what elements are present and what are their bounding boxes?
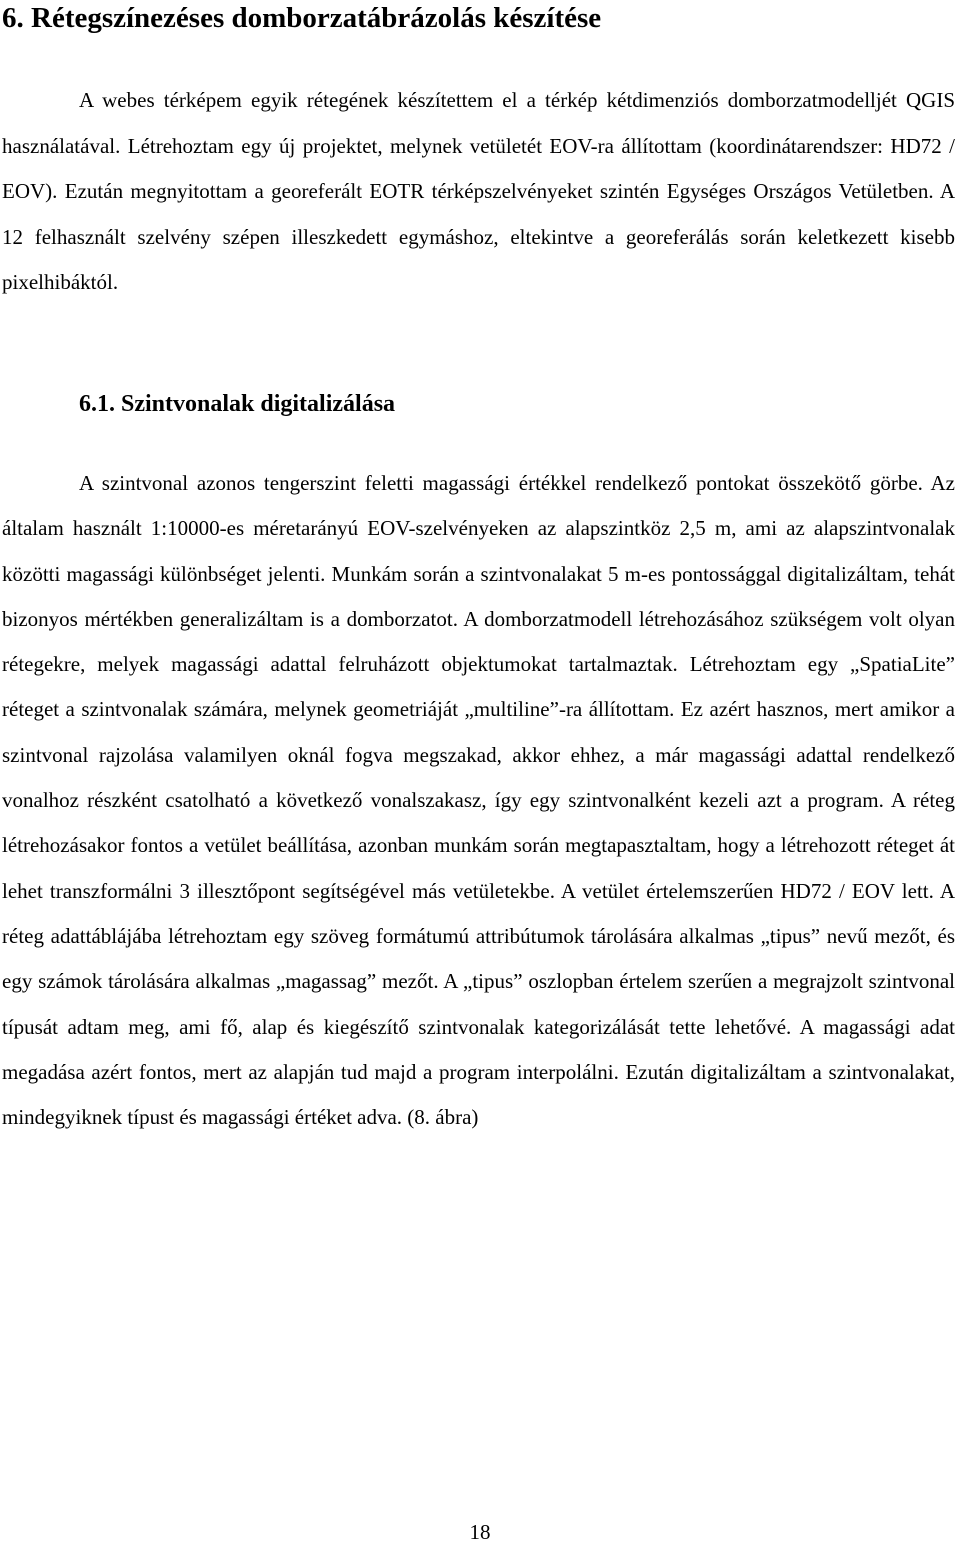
section-heading: 6. Rétegszínezéses domborzatábrázolás készítése: [2, 2, 602, 34]
body-paragraph: A szintvonal azonos tengerszint feletti magassági értékkel rendelkező pontokat összekötő görbe. Az általam használt 1:10000-es méretarányú EOV-szelvényeken az alapszintköz 2,5 m, ami az alapszintvonalak közötti magassági különbséget jelenti. Munkám során a szintvonalakat 5 m-es pontossággal digitalizáltam, tehát bizonyos mértékben generalizáltam is a domborzatot. A domborzatmodell létrehozásához szükségem volt olyan rétegekre, melyek magassági adattal felruházott objektumokat tartalmaztak. Létrehoztam egy „SpatiaLite” réteget a szintvonalak számára, melynek geometriáját „multiline”-ra állítottam. Ez azért hasznos, mert amikor a szintvonal rajzolása valamilyen oknál fogva megszakad, akkor ehhez, a már magassági adattal rendelkező vonalhoz részként csatolható a következő vonalszakasz, így egy szintvonalként kezeli azt a program. A réteg létrehozásakor fontos a vetület beállítása, azonban munkám során megtapasztaltam, hogy a létrehozott réteget át lehet transzformálni 3 illesztőpont segítségével más vetületekbe. A vetület értelemszerűen HD72 / EOV lett. A réteg adattáblájába létrehoztam egy szöveg formátumú attribútumok tárolására alkalmas „tipus” nevű mezőt, és egy számok tárolására alkalmas „magassag” mezőt. A „tipus” oszlopban értelem szerűen a megrajzolt szintvonal típusát adtam meg, ami fő, alap és kiegészítő szintvonalak kategorizálását tette lehetővé. A magassági adat megadása azért fontos, mert az alapján tud majd a program interpolálni. Ezután digitalizáltam a szintvonalakat, mindegyiknek típust és magassági értéket adva. (8. ábra): [2, 471, 955, 1130]
intro-paragraph: A webes térképem egyik rétegének készítettem el a térkép kétdimenziós domborzatmodelljét QGIS használatával. Létrehoztam egy új projektet, melynek vetületét EOV-ra állítottam (koordinátarendszer: HD72 / EOV). Ezután megnyitottam a georeferált EOTR térképszelvényeket szintén Egységes Országos Vetületben. A 12 felhasznált szelvény szépen illeszkedett egymáshoz, eltekintve a georeferálás során keletkezett kisebb pixelhibáktól.: [2, 88, 955, 294]
page-number: 18: [469, 1520, 491, 1544]
subsection-heading: 6.1. Szintvonalak digitalizálása: [79, 391, 396, 417]
